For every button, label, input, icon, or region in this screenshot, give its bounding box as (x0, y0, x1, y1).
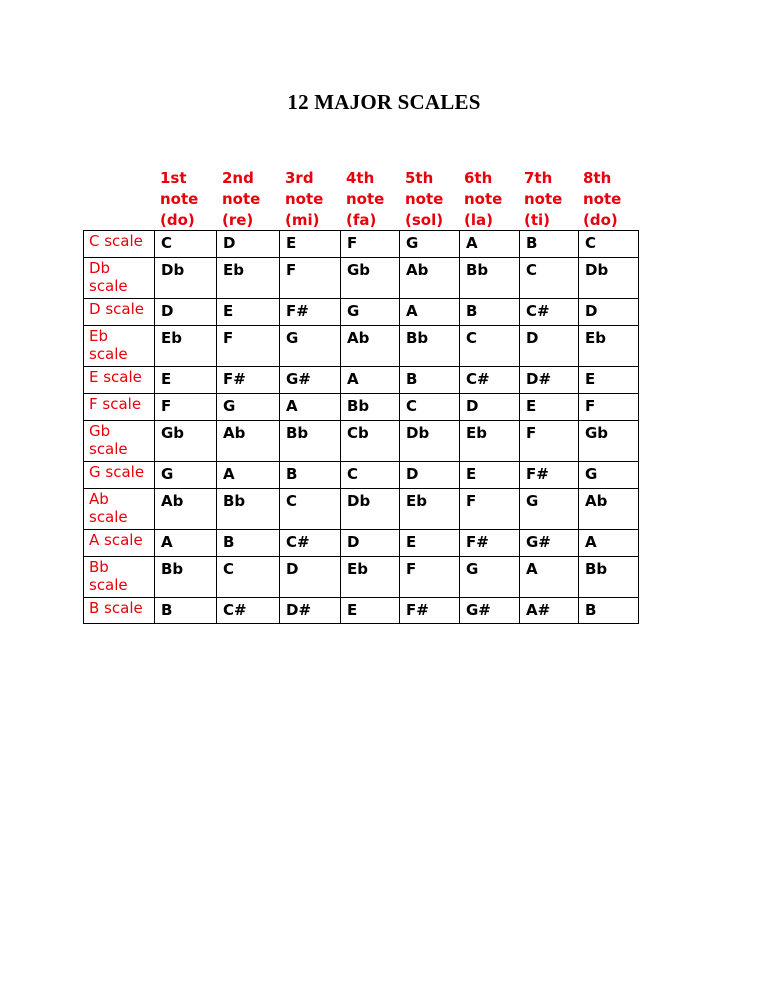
column-header (222, 168, 260, 231)
scale-label (84, 326, 155, 367)
note-cell: A (520, 557, 579, 598)
note-cell: E (460, 462, 520, 489)
note-cell: F (155, 394, 217, 421)
table-row (84, 421, 639, 462)
note-cell: D (280, 557, 341, 598)
scale-label-line: scale (89, 440, 128, 458)
note-cell: Eb (217, 258, 280, 299)
note-cell: B (460, 299, 520, 326)
note-cell: C (341, 462, 400, 489)
scale-label (84, 394, 155, 421)
note-cell: F (217, 326, 280, 367)
note-cell: Db (400, 421, 460, 462)
note-cell: G (400, 231, 460, 258)
note-cell: Ab (341, 326, 400, 367)
scale-label (84, 231, 155, 258)
note-cell: Bb (460, 258, 520, 299)
column-header-line: note (464, 190, 503, 208)
note-cell: Gb (341, 258, 400, 299)
note-cell: B (520, 231, 579, 258)
note-cell: C (460, 326, 520, 367)
column-header-line: note (405, 190, 444, 208)
note-cell: B (217, 530, 280, 557)
column-header (524, 168, 562, 231)
note-cell: A (579, 530, 639, 557)
note-cell: F# (460, 530, 520, 557)
note-cell: B (280, 462, 341, 489)
column-header-line: 1st (160, 169, 187, 187)
note-cell: F (460, 489, 520, 530)
note-cell: G (280, 326, 341, 367)
column-header (346, 168, 384, 231)
note-cell: Bb (400, 326, 460, 367)
note-cell: B (579, 598, 639, 624)
note-cell: C (217, 557, 280, 598)
note-cell: Eb (341, 557, 400, 598)
note-cell: F (280, 258, 341, 299)
note-cell: D (400, 462, 460, 489)
scale-label-line: B scale (89, 599, 143, 617)
note-cell: A# (520, 598, 579, 624)
scale-label-line: Db (89, 259, 111, 277)
table-row (84, 598, 639, 624)
note-cell: D (217, 231, 280, 258)
table-row (84, 258, 639, 299)
note-cell: Gb (155, 421, 217, 462)
note-cell: C# (217, 598, 280, 624)
scale-label-line: Gb (89, 422, 111, 440)
scale-label-line: scale (89, 277, 128, 295)
note-cell: Bb (579, 557, 639, 598)
note-cell: A (460, 231, 520, 258)
page-title: 12 MAJOR SCALES (287, 90, 481, 114)
note-cell: G# (520, 530, 579, 557)
scale-label-line: D scale (89, 300, 144, 318)
note-cell: Cb (341, 421, 400, 462)
note-cell: G (520, 489, 579, 530)
note-cell: E (341, 598, 400, 624)
column-header-line: 4th (346, 169, 375, 187)
column-header-line: 7th (524, 169, 553, 187)
note-cell: F (520, 421, 579, 462)
table-row (84, 326, 639, 367)
table-row (84, 489, 639, 530)
scale-label-line: Ab (89, 490, 109, 508)
scale-label (84, 530, 155, 557)
note-cell: B (155, 598, 217, 624)
note-cell: C# (280, 530, 341, 557)
column-header-line: note (285, 190, 324, 208)
scale-label-line: Bb (89, 558, 109, 576)
scales-table (83, 230, 639, 624)
column-header-line: note (346, 190, 385, 208)
note-cell: F (400, 557, 460, 598)
scale-label-line: Eb (89, 327, 108, 345)
column-header-line: note (222, 190, 261, 208)
note-cell: Ab (400, 258, 460, 299)
note-cell: D (460, 394, 520, 421)
note-cell: G (460, 557, 520, 598)
note-cell: A (155, 530, 217, 557)
scale-label (84, 462, 155, 489)
note-cell: Bb (217, 489, 280, 530)
table-row (84, 231, 639, 258)
column-header (160, 168, 198, 231)
table-row (84, 530, 639, 557)
note-cell: A (341, 367, 400, 394)
note-cell: G (217, 394, 280, 421)
scale-label (84, 367, 155, 394)
column-header-line: (do) (583, 211, 618, 229)
note-cell: A (280, 394, 341, 421)
note-cell: C (520, 258, 579, 299)
column-header (285, 168, 323, 231)
scale-label-line: F scale (89, 395, 142, 413)
note-cell: G# (460, 598, 520, 624)
note-cell: Eb (579, 326, 639, 367)
column-header-line: note (524, 190, 563, 208)
note-cell: Ab (579, 489, 639, 530)
table-row (84, 557, 639, 598)
note-cell: E (280, 231, 341, 258)
note-cell: F# (520, 462, 579, 489)
column-header-line: (mi) (285, 211, 320, 229)
note-cell: C (155, 231, 217, 258)
note-cell: E (217, 299, 280, 326)
note-cell: E (520, 394, 579, 421)
column-header-line: (la) (464, 211, 493, 229)
note-cell: E (400, 530, 460, 557)
column-header-line: (fa) (346, 211, 377, 229)
note-cell: A (217, 462, 280, 489)
note-cell: G# (280, 367, 341, 394)
note-cell: Bb (280, 421, 341, 462)
note-cell: F (341, 231, 400, 258)
column-header (405, 168, 443, 231)
column-header-line: 3rd (285, 169, 314, 187)
column-header-line: (ti) (524, 211, 551, 229)
column-header-line: (sol) (405, 211, 444, 229)
scale-label-line: C scale (89, 232, 143, 250)
note-cell: F# (400, 598, 460, 624)
scale-label-line: E scale (89, 368, 142, 386)
note-cell: D# (280, 598, 341, 624)
scale-label (84, 258, 155, 299)
note-cell: C# (520, 299, 579, 326)
note-cell: C (280, 489, 341, 530)
note-cell: E (155, 367, 217, 394)
column-header-line: 2nd (222, 169, 254, 187)
note-cell: G (155, 462, 217, 489)
note-cell: Bb (341, 394, 400, 421)
note-cell: A (400, 299, 460, 326)
table-row (84, 299, 639, 326)
scale-label-line: scale (89, 345, 128, 363)
note-cell: Bb (155, 557, 217, 598)
note-cell: B (400, 367, 460, 394)
note-cell: Gb (579, 421, 639, 462)
note-cell: Db (341, 489, 400, 530)
scale-label (84, 557, 155, 598)
note-cell: F# (280, 299, 341, 326)
note-cell: G (579, 462, 639, 489)
scale-label (84, 598, 155, 624)
note-cell: E (579, 367, 639, 394)
note-cell: D (520, 326, 579, 367)
note-cell: Ab (217, 421, 280, 462)
note-cell: Eb (460, 421, 520, 462)
note-cell: G (341, 299, 400, 326)
note-cell: D# (520, 367, 579, 394)
note-cell: D (341, 530, 400, 557)
column-header-line: (re) (222, 211, 254, 229)
note-cell: C (579, 231, 639, 258)
column-header (464, 168, 502, 231)
column-header (583, 168, 621, 231)
scale-label (84, 421, 155, 462)
column-header-line: (do) (160, 211, 195, 229)
note-cell: C# (460, 367, 520, 394)
note-cell: Eb (155, 326, 217, 367)
scale-label-line: scale (89, 576, 128, 594)
column-header-line: 6th (464, 169, 493, 187)
scale-label-line: G scale (89, 463, 145, 481)
scale-label-line: scale (89, 508, 128, 526)
note-cell: Eb (400, 489, 460, 530)
note-cell: Db (155, 258, 217, 299)
column-header-line: note (160, 190, 199, 208)
scale-label (84, 299, 155, 326)
scale-label (84, 489, 155, 530)
note-cell: Db (579, 258, 639, 299)
note-cell: D (155, 299, 217, 326)
note-cell: Ab (155, 489, 217, 530)
column-header-line: 8th (583, 169, 612, 187)
column-header-line: 5th (405, 169, 434, 187)
column-header-line: note (583, 190, 622, 208)
table-row (84, 462, 639, 489)
note-cell: D (579, 299, 639, 326)
note-cell: F# (217, 367, 280, 394)
table-row (84, 367, 639, 394)
note-cell: F (579, 394, 639, 421)
scale-label-line: A scale (89, 531, 143, 549)
table-row (84, 394, 639, 421)
note-cell: C (400, 394, 460, 421)
